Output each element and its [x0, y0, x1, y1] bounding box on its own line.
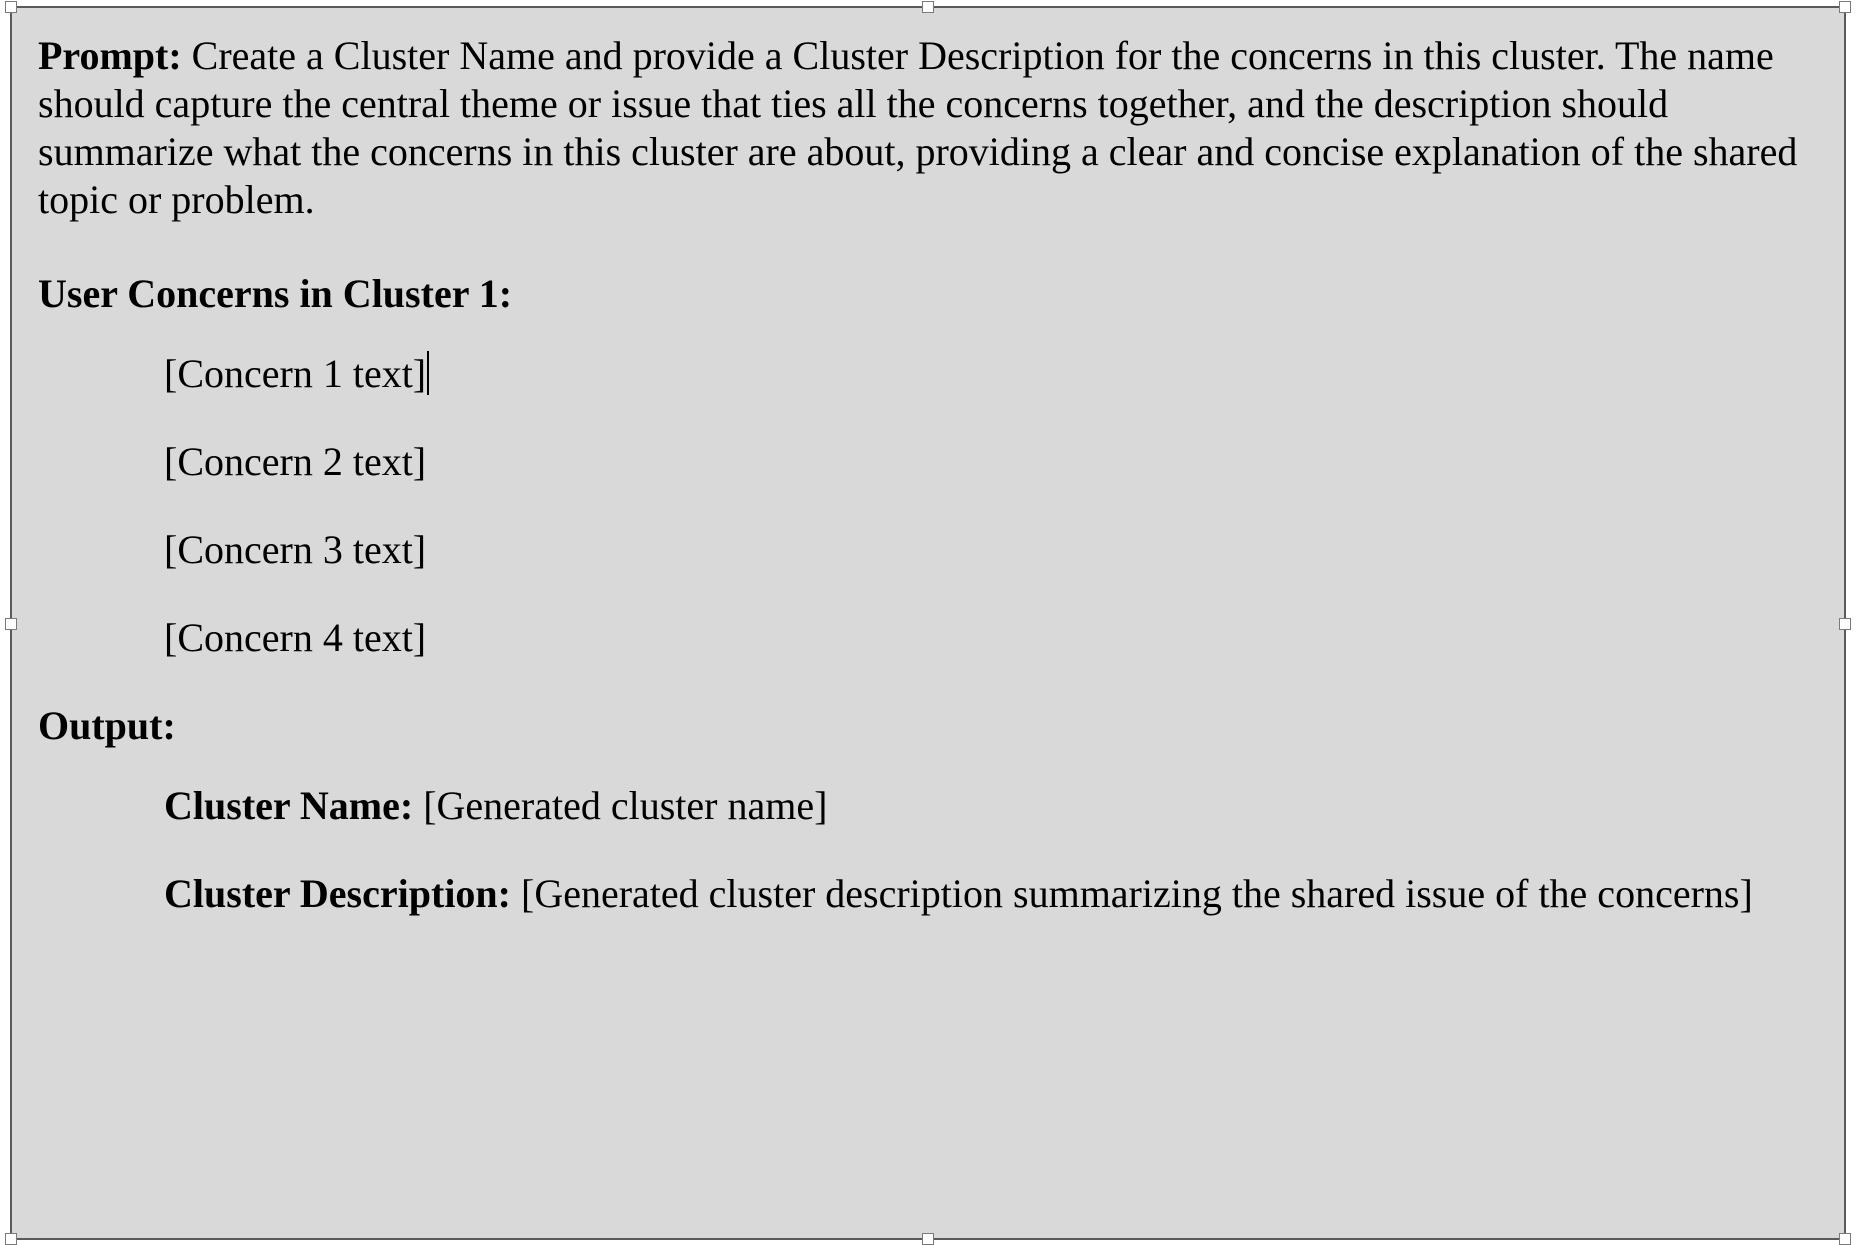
cluster-description-value: [Generated cluster description summarizing the shared issue of the concerns]	[521, 871, 1753, 916]
resize-handle-bottom-left[interactable]	[5, 1233, 17, 1245]
prompt-paragraph[interactable]	[38, 32, 1828, 224]
cluster-name-label: Cluster Name:	[164, 783, 414, 828]
text-cursor	[427, 351, 429, 395]
cluster-description-label: Cluster Description:	[164, 871, 511, 916]
concerns-heading: User Concerns in Cluster 1:	[38, 271, 513, 316]
resize-handle-right[interactable]	[1839, 618, 1851, 630]
output-heading: Output:	[38, 703, 176, 748]
cluster-name-value: [Generated cluster name]	[423, 783, 828, 828]
cluster-name-line[interactable]	[164, 782, 827, 830]
resize-handle-bottom-right[interactable]	[1839, 1233, 1851, 1245]
resize-handle-top-right[interactable]	[1839, 1, 1851, 13]
cluster-description-line[interactable]	[164, 870, 1753, 918]
resize-handle-top-left[interactable]	[5, 1, 17, 13]
concern-item-4[interactable]: [Concern 4 text]	[164, 615, 427, 660]
resize-handle-left[interactable]	[5, 618, 17, 630]
resize-handle-bottom[interactable]	[922, 1233, 934, 1245]
resize-handle-top[interactable]	[922, 1, 934, 13]
prompt-label: Prompt:	[38, 33, 182, 78]
concern-item-3[interactable]: [Concern 3 text]	[164, 527, 427, 572]
text-box[interactable]	[10, 6, 1846, 1240]
prompt-text: Create a Cluster Name and provide a Cluster Description for the concerns in this cluster. The name should capture the central theme or issue that ties all the concerns together, and the description should summarize what the concerns in this cluster are about, providing a clear and concise explanation of the shared topic or problem.	[38, 33, 1798, 222]
concern-item-1[interactable]: [Concern 1 text]	[164, 350, 429, 398]
concern-item-2[interactable]: [Concern 2 text]	[164, 439, 427, 484]
